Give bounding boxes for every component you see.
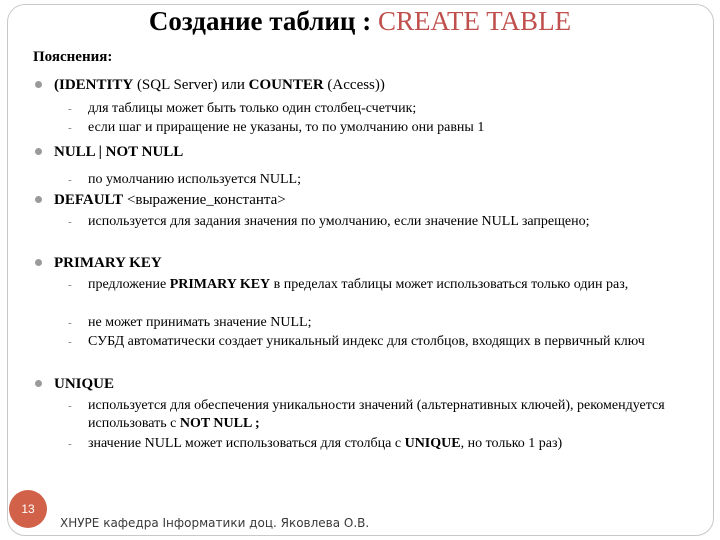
sub-item-text: СУБД автоматически создает уникальный индекс для столбцов, входящих в первичный ключ <box>88 334 645 349</box>
bullet-rest2: (Access)) <box>323 77 385 93</box>
dash-icon: - <box>68 279 72 291</box>
sub-item-text <box>88 276 698 294</box>
title-main: Создание таблиц : <box>148 6 378 36</box>
sub-item-text <box>88 397 698 433</box>
bullet-dot-icon <box>35 148 42 155</box>
dash-icon: - <box>68 216 72 228</box>
sub-item-text: по умолчанию используется NULL; <box>88 172 301 187</box>
text-bold-part: UNIQUE <box>404 436 461 451</box>
bullet-dot-icon <box>35 81 42 88</box>
section-heading: Пояснения: <box>33 49 113 65</box>
dash-icon: - <box>68 317 72 329</box>
bullet-dot-icon <box>35 259 42 266</box>
text-part: предложение <box>88 277 170 292</box>
text-part: в пределах таблицы может использоваться только один раз, <box>270 277 629 292</box>
bullet-term: PRIMARY KEY <box>54 255 162 271</box>
bullet-dot-icon <box>35 196 42 203</box>
text-bold-part: NOT NULL ; <box>179 416 260 431</box>
sub-item-text: используется для задания значения по умолчанию, если значение NULL запрещено; <box>88 214 590 229</box>
text-part: значение NULL может использоваться для столбца с <box>88 436 405 451</box>
bullet-rest: <выражение_константа> <box>123 192 286 208</box>
page-number-badge: 13 <box>9 490 47 528</box>
bullet-default <box>35 192 286 209</box>
bullet-dot-icon <box>35 380 42 387</box>
footer-text: ХНУРЕ кафедра Інформатики доц. Яковлева О.В. <box>60 516 370 530</box>
bullet-term: (IDENTITY <box>54 77 134 93</box>
sub-item-text: для таблицы может быть только один столбец-счетчик; <box>88 101 417 116</box>
dash-icon: - <box>68 103 72 115</box>
dash-icon: - <box>68 174 72 186</box>
bullet-term: UNIQUE <box>54 376 115 392</box>
sub-item-text: не может принимать значение NULL; <box>88 315 312 330</box>
text-part: , но только 1 раз) <box>460 436 563 451</box>
sub-item-text <box>88 435 698 453</box>
sub-item-text: если шаг и приращение не указаны, то по умолчанию они равны 1 <box>88 120 485 135</box>
bullet-rest: (SQL Server) или <box>133 77 249 93</box>
dash-icon: - <box>68 400 72 412</box>
bullet-null <box>35 144 183 161</box>
bullet-term: NULL | NOT NULL <box>54 144 184 160</box>
text-part: используется для обеспечения уникальности значений (альтернативных ключей), рекомендуется использовать с <box>88 398 665 431</box>
title-accent: CREATE TABLE <box>377 6 572 36</box>
bullet-primary-key <box>35 255 162 272</box>
dash-icon: - <box>68 438 72 450</box>
bullet-term2: COUNTER <box>248 77 324 93</box>
bullet-term: DEFAULT <box>54 192 124 208</box>
dash-icon: - <box>68 122 72 134</box>
dash-icon: - <box>68 336 72 348</box>
bullet-unique <box>35 376 114 393</box>
slide-title <box>0 6 720 37</box>
text-bold-part: PRIMARY KEY <box>169 277 271 292</box>
bullet-identity <box>35 77 385 94</box>
